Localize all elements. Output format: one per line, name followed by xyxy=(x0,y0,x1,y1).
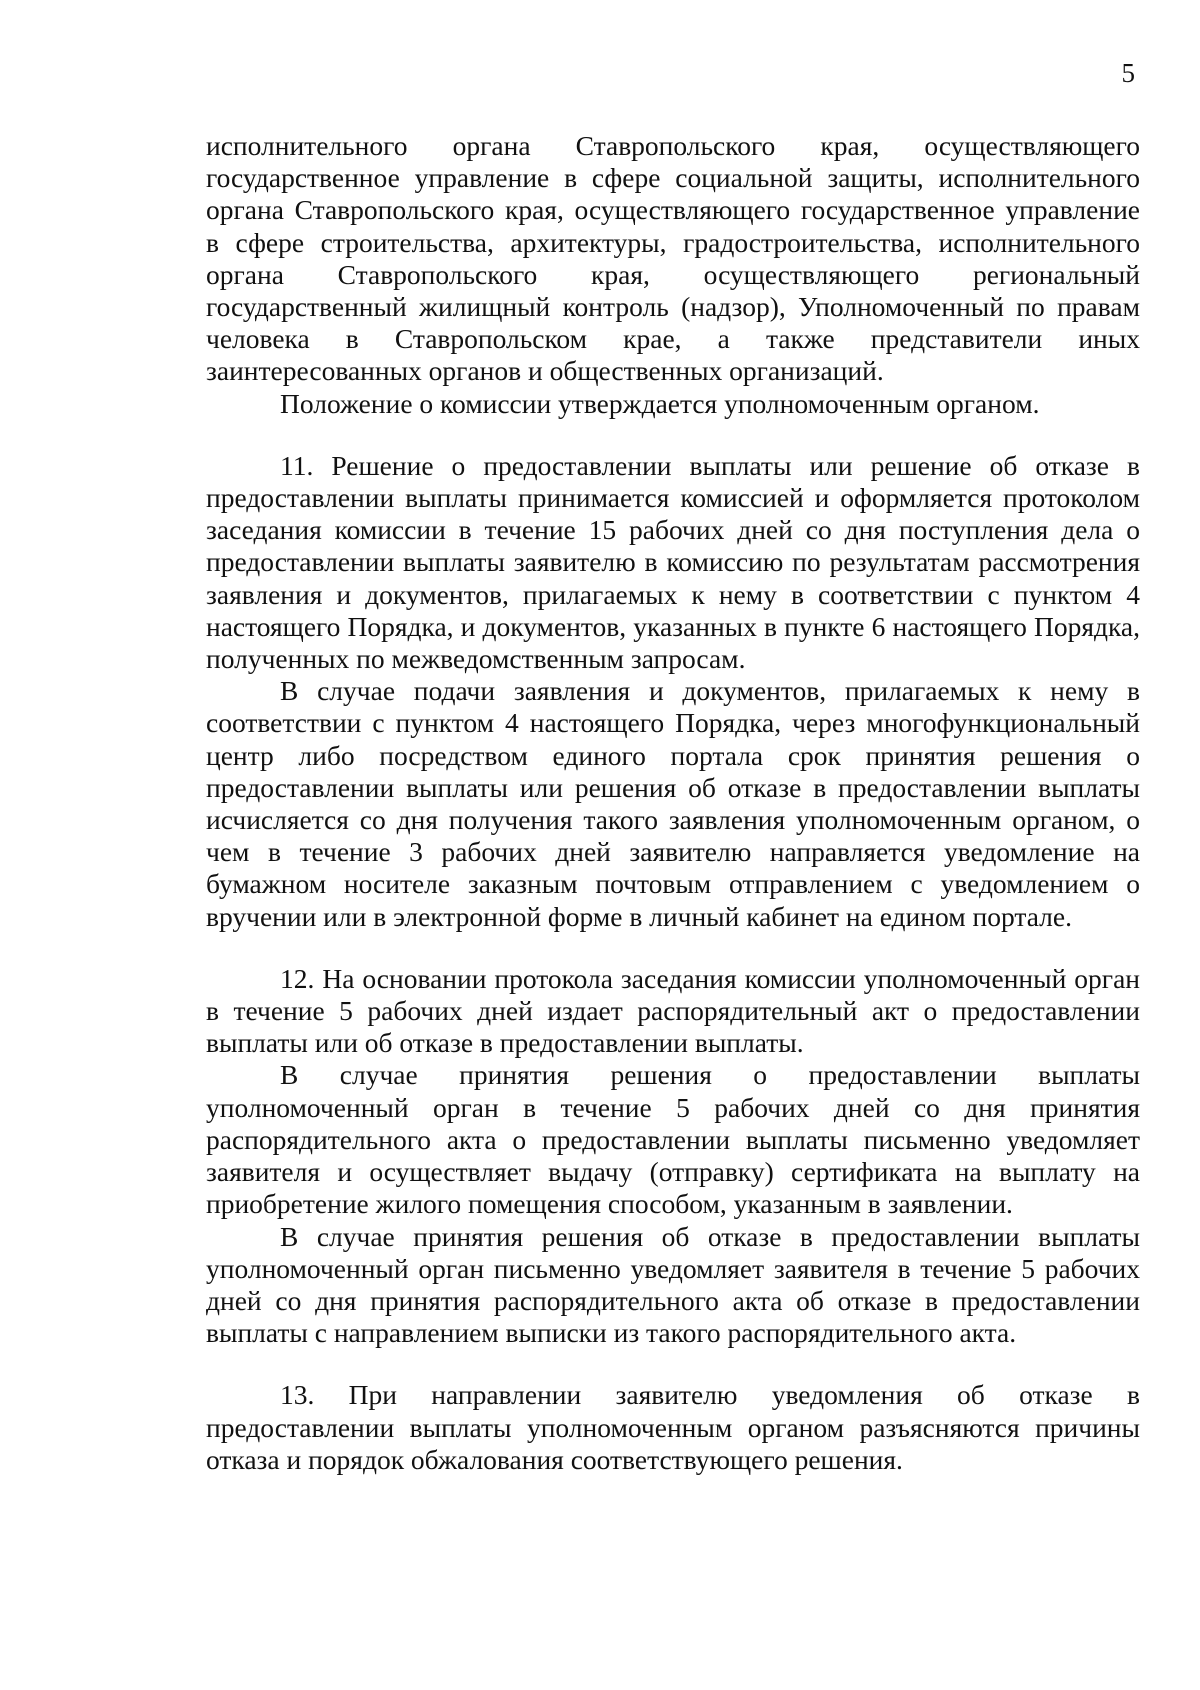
paragraph-item-12-refusal: В случае принятия решения об отказе в предоставлении выплаты уполномоченный орган письменно уведомляет заявителя в течение 5 рабочих дней со дня принятия распорядительного акта об отказе в предоставлении выплаты с направлением выписки из такого распорядительного акта. xyxy=(206,1220,1140,1349)
paragraph-item-11: 11. Решение о предоставлении выплаты или решение об отказе в предоставлении выплаты принимается комиссией и оформляется протоколом заседания комиссии в течение 15 рабочих дней со дня поступления дела о предоставлении выплаты заявителю в комиссию по результатам рассмотрения заявления и документов, прилагаемых к нему в соответствии с пунктом 4 настоящего Порядка, и документов, указанных в пункте 6 настоящего Порядка, полученных по межведомственным запросам. xyxy=(206,449,1140,675)
paragraph-item-12: 12. На основании протокола заседания комиссии уполномоченный орган в течение 5 рабочих дней издает распорядительный акт о предоставлении выплаты или об отказе в предоставлении выплаты. xyxy=(206,962,1140,1059)
paragraph-item-11-mfc: В случае подачи заявления и документов, прилагаемых к нему в соответствии с пунктом 4 настоящего Порядка, через многофункциональный центр либо посредством единого портала срок принятия решения о предоставлении выплаты или решения об отказе в предоставлении выплаты исчисляется со дня получения такого заявления уполномоченным органом, о чем в течение 3 рабочих дней заявителю направляется уведомление на бумажном носителе заказным почтовым отправлением с уведомлением о вручении или в электронной форме в личный кабинет на едином портале. xyxy=(206,675,1140,932)
paragraph-item-12-approval: В случае принятия решения о предоставлении выплаты уполномоченный орган в течение 5 рабочих дней со дня принятия распорядительного акта о предоставлении выплаты письменно уведомляет заявителя и осуществляет выдачу (отправку) сертификата на выплату на приобретение жилого помещения способом, указанным в заявлении. xyxy=(206,1059,1140,1220)
document-body xyxy=(206,130,1140,1476)
paragraph-commission-regulation: Положение о комиссии утверждается уполномоченным органом. xyxy=(280,387,1040,419)
paragraph-item-13: 13. При направлении заявителю уведомления об отказе в предоставлении выплаты уполномоченным органом разъясняются причины отказа и порядок обжалования соответствующего решения. xyxy=(206,1379,1140,1475)
paragraph-commission-members: исполнительного органа Ставропольского края, осуществляющего государственное управление в сфере социальной защиты, исполнительного органа Ставропольского края, осуществляющего государственное управление в сфере строительства, архитектуры, градостроительства, исполнительного органа Ставропольского края, осуществляющего региональный государственный жилищный контроль (надзор), Уполномоченный по правам человека в Ставропольском крае, а также представители иных заинтересованных органов и общественных организаций. xyxy=(206,130,1140,387)
page-number: 5 xyxy=(1121,58,1135,88)
